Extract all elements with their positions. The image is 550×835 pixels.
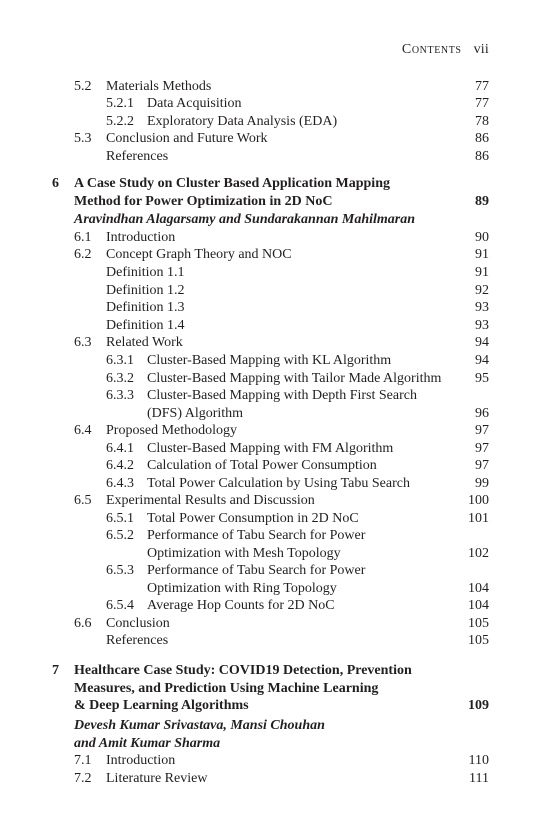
toc-entry <box>0 752 550 770</box>
running-header-page-number: vii <box>473 42 489 57</box>
toc-entry <box>0 317 550 335</box>
toc-entry <box>0 246 550 264</box>
toc-references-title: References <box>106 149 169 164</box>
toc-subsection-number: 6.5.2 <box>106 528 134 543</box>
toc-entry <box>0 148 550 166</box>
toc-entry <box>0 440 550 458</box>
toc-entry <box>0 615 550 633</box>
toc-entry <box>0 492 550 510</box>
toc-page-number: 86 <box>475 131 489 146</box>
toc-page-number: 97 <box>475 423 489 438</box>
toc-subsection-number: 6.4.2 <box>106 458 134 473</box>
toc-page-number: 95 <box>475 371 489 386</box>
toc-entry <box>0 113 550 131</box>
toc-chapter-title: Measures, and Prediction Using Machine Learning <box>74 681 379 696</box>
toc-subsection-title: Data Acquisition <box>147 96 242 111</box>
toc-subsection-number: 5.2.1 <box>106 96 134 111</box>
toc-entry <box>0 527 550 545</box>
toc-entry <box>0 370 550 388</box>
toc-entry <box>0 264 550 282</box>
toc-entry <box>0 457 550 475</box>
toc-subsection-title: Cluster-Based Mapping with KL Algorithm <box>147 353 392 368</box>
toc-subsection-number: 6.3.2 <box>106 371 134 386</box>
toc-chapter-title: A Case Study on Cluster Based Application Mapping <box>74 176 390 191</box>
toc-subsection-title: Cluster-Based Mapping with Tailor Made Algorithm <box>147 371 442 386</box>
toc-page-number: 109 <box>468 698 489 713</box>
toc-subsection-number: 5.2.2 <box>106 114 134 129</box>
toc-subsection-title: Cluster-Based Mapping with FM Algorithm <box>147 441 394 456</box>
toc-chapter-entry <box>0 697 550 715</box>
toc-section-number: 5.2 <box>74 79 92 94</box>
toc-page-number: 90 <box>475 230 489 245</box>
toc-entry <box>0 95 550 113</box>
toc-section-number: 7.2 <box>74 771 92 786</box>
toc-chapter-title: & Deep Learning Algorithms <box>74 698 249 713</box>
running-header <box>402 42 489 58</box>
toc-section-title: Related Work <box>106 335 183 350</box>
toc-section-title: Concept Graph Theory and NOC <box>106 247 292 262</box>
toc-chapter-title: Healthcare Case Study: COVID19 Detection, Prevention <box>74 663 412 678</box>
toc-subsection-title-continued: Optimization with Mesh Topology <box>147 546 341 561</box>
toc-section-number: 6.6 <box>74 616 92 631</box>
toc-entry <box>0 422 550 440</box>
toc-chapter-entry <box>0 680 550 698</box>
toc-page-number: 101 <box>468 511 489 526</box>
toc-subsection-title: Performance of Tabu Search for Power <box>147 563 366 578</box>
toc-subsection-number: 6.5.1 <box>106 511 134 526</box>
toc-section-title: Conclusion <box>106 616 170 631</box>
toc-page-number: 102 <box>468 546 489 561</box>
toc-page-number: 94 <box>475 353 489 368</box>
toc-page-number: 99 <box>475 476 489 491</box>
toc-entry <box>0 632 550 650</box>
toc-section-number: 6.5 <box>74 493 92 508</box>
toc-chapter-authors <box>0 717 550 735</box>
toc-subsection-title: Exploratory Data Analysis (EDA) <box>147 114 338 129</box>
toc-section-number: 5.3 <box>74 131 92 146</box>
toc-chapter-entry <box>0 193 550 211</box>
toc-subsection-title: Total Power Calculation by Using Tabu Search <box>147 476 410 491</box>
toc-page-number: 100 <box>468 493 489 508</box>
toc-chapter-number: 7 <box>52 663 59 678</box>
toc-chapter-title: Method for Power Optimization in 2D NoC <box>74 194 333 209</box>
toc-subsection-title: Calculation of Total Power Consumption <box>147 458 377 473</box>
running-header-title: Contents <box>401 42 462 57</box>
toc-page-number: 94 <box>475 335 489 350</box>
toc-authors-text: Devesh Kumar Srivastava, Mansi Chouhan <box>74 718 325 733</box>
toc-subsection-title-continued: Optimization with Ring Topology <box>147 581 337 596</box>
toc-page-number: 97 <box>475 458 489 473</box>
toc-page-number: 91 <box>475 247 489 262</box>
toc-section-number: 6.4 <box>74 423 92 438</box>
toc-page-number: 105 <box>468 616 489 631</box>
toc-page-number: 96 <box>475 406 489 421</box>
toc-chapter-entry <box>0 662 550 680</box>
toc-subsection-title-continued: (DFS) Algorithm <box>147 406 244 421</box>
toc-entry <box>0 282 550 300</box>
toc-section-number: 6.2 <box>74 247 92 262</box>
toc-chapter-entry <box>0 175 550 193</box>
toc-entry <box>0 770 550 788</box>
toc-chapter-authors <box>0 735 550 753</box>
toc-definition-title: Definition 1.1 <box>106 265 185 280</box>
toc-subsection-title: Average Hop Counts for 2D NoC <box>147 598 335 613</box>
toc-entry <box>0 562 550 580</box>
toc-subsection-number: 6.3.3 <box>106 388 134 403</box>
toc-section-title: Proposed Methodology <box>106 423 238 438</box>
toc-page-number: 89 <box>475 194 489 209</box>
toc-page-number: 78 <box>475 114 489 129</box>
toc-subsection-number: 6.5.3 <box>106 563 134 578</box>
toc-subsection-title: Total Power Consumption in 2D NoC <box>147 511 359 526</box>
toc-subsection-number: 6.3.1 <box>106 353 134 368</box>
toc-section-number: 7.1 <box>74 753 92 768</box>
toc-definition-title: Definition 1.2 <box>106 283 185 298</box>
toc-section-title: Conclusion and Future Work <box>106 131 268 146</box>
toc-entry <box>0 545 550 563</box>
toc-entry <box>0 597 550 615</box>
toc-page-number: 97 <box>475 441 489 456</box>
toc-references-title: References <box>106 633 169 648</box>
toc-authors-text: and Amit Kumar Sharma <box>74 736 221 751</box>
toc-entry <box>0 510 550 528</box>
toc-entry <box>0 405 550 423</box>
toc-entry <box>0 580 550 598</box>
toc-section-title: Literature Review <box>106 771 208 786</box>
toc-entry <box>0 229 550 247</box>
toc-entry <box>0 299 550 317</box>
toc-entry <box>0 78 550 96</box>
toc-subsection-number: 6.4.1 <box>106 441 134 456</box>
toc-page-number: 91 <box>475 265 489 280</box>
toc-subsection-title: Performance of Tabu Search for Power <box>147 528 366 543</box>
toc-subsection-title: Cluster-Based Mapping with Depth First Search <box>147 388 417 403</box>
toc-subsection-number: 6.4.3 <box>106 476 134 491</box>
toc-page-number: 104 <box>468 598 489 613</box>
toc-entry <box>0 352 550 370</box>
toc-section-title: Introduction <box>106 230 176 245</box>
toc-page-number: 93 <box>475 318 489 333</box>
toc-page-number: 105 <box>468 633 489 648</box>
toc-page-number: 77 <box>475 96 489 111</box>
toc-section-title: Experimental Results and Discussion <box>106 493 315 508</box>
toc-authors-text: Aravindhan Alagarsamy and Sundarakannan Mahilmaran <box>74 212 416 227</box>
toc-section-title: Introduction <box>106 753 176 768</box>
toc-chapter-authors <box>0 211 550 229</box>
toc-page-number: 86 <box>475 149 489 164</box>
toc-page-number: 104 <box>468 581 489 596</box>
toc-section-number: 6.1 <box>74 230 92 245</box>
toc-subsection-number: 6.5.4 <box>106 598 134 613</box>
toc-section-title: Materials Methods <box>106 79 212 94</box>
toc-page-number: 111 <box>469 771 489 786</box>
toc-entry <box>0 475 550 493</box>
toc-entry <box>0 130 550 148</box>
toc-page-number: 110 <box>468 753 489 768</box>
toc-entry <box>0 334 550 352</box>
toc-definition-title: Definition 1.4 <box>106 318 185 333</box>
toc-entry <box>0 387 550 405</box>
toc-chapter-number: 6 <box>52 176 59 191</box>
toc-section-number: 6.3 <box>74 335 92 350</box>
toc-page-number: 93 <box>475 300 489 315</box>
toc-page-number: 92 <box>475 283 489 298</box>
toc-definition-title: Definition 1.3 <box>106 300 185 315</box>
toc-page-number: 77 <box>475 79 489 94</box>
